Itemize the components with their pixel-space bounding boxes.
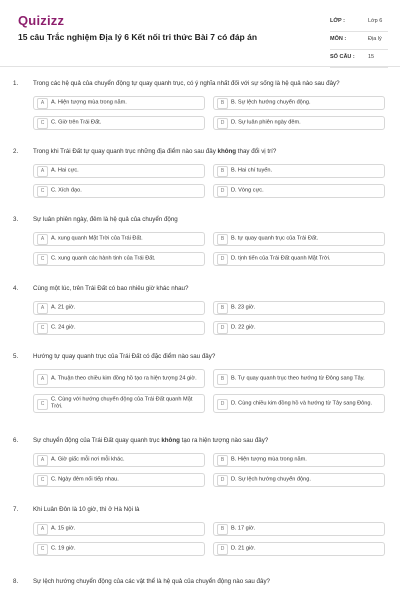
answer-option[interactable]	[213, 369, 385, 388]
page-title: 15 câu Trắc nghiệm Địa lý 6 Kết nối tri thức Bài 7 có đáp án	[18, 32, 258, 42]
option-text: D. Sự luân phiên ngày đêm.	[231, 119, 301, 126]
option-text: A. 15 giờ.	[51, 525, 76, 532]
answer-option[interactable]	[33, 164, 205, 178]
answer-option[interactable]	[33, 184, 205, 198]
option-letter-badge: D	[217, 118, 228, 129]
option-letter-badge: C	[37, 254, 48, 265]
answer-option[interactable]	[33, 252, 205, 266]
question-text-part: Trong các hệ quả của chuyển động tự quay quanh trục, có ý nghĩa nhất đối với sự sống là hệ quả nào sau đây?	[33, 80, 340, 87]
option-letter-badge: A	[37, 374, 48, 385]
option-letter-badge: D	[217, 544, 228, 555]
question-text-part: thay đổi vị trí?	[236, 148, 277, 155]
answer-option[interactable]	[213, 473, 385, 487]
question-emphasis: không	[161, 437, 180, 444]
meta-label: MÔN :	[330, 36, 347, 42]
question-number: 6.	[13, 437, 19, 444]
question-text-part: Cùng một lúc, trên Trái Đất có bao nhiêu giờ khác nhau?	[33, 285, 189, 292]
answer-option[interactable]	[33, 116, 205, 130]
answer-option[interactable]	[213, 301, 385, 315]
option-text: C. Cùng với hướng chuyển động của Trái Đất quanh Mặt Trời.	[51, 396, 193, 410]
option-letter-badge: A	[37, 303, 48, 314]
answer-option[interactable]	[213, 96, 385, 110]
option-letter-badge: C	[37, 475, 48, 486]
option-text: A. 21 giờ.	[51, 304, 76, 311]
question-number: 4.	[13, 285, 19, 292]
question-text	[33, 437, 268, 444]
option-text: A. Hiện tượng mùa trong năm.	[51, 99, 127, 106]
answer-option[interactable]	[213, 522, 385, 536]
question-text	[33, 80, 340, 87]
question-text-part: Trong khi Trái Đất tự quay quanh trục những địa điểm nào sau đây	[33, 148, 218, 155]
option-letter-badge: C	[37, 118, 48, 129]
question-number: 5.	[13, 353, 19, 360]
option-letter-badge: B	[217, 303, 228, 314]
question-number: 2.	[13, 148, 19, 155]
option-letter-badge: C	[37, 399, 48, 410]
option-text: B. tự quay quanh trục của Trái Đất.	[231, 235, 319, 242]
answer-option[interactable]	[213, 542, 385, 556]
option-text: C. 24 giờ.	[51, 324, 76, 331]
option-letter-badge: B	[217, 166, 228, 177]
option-text: A. Giờ giấc mỗi nơi mỗi khác.	[51, 456, 125, 463]
answer-option[interactable]	[213, 394, 385, 413]
question-number: 1.	[13, 80, 19, 87]
answer-option[interactable]	[213, 164, 385, 178]
answer-option[interactable]	[33, 232, 205, 246]
answer-option[interactable]	[213, 453, 385, 467]
question-text-part: tạo ra hiện tượng nào sau đây?	[179, 437, 269, 444]
option-letter-badge: B	[217, 374, 228, 385]
option-letter-badge: B	[217, 455, 228, 466]
option-letter-badge: A	[37, 166, 48, 177]
answer-option[interactable]	[33, 96, 205, 110]
option-letter-badge: A	[37, 234, 48, 245]
option-text: C. xung quanh các hành tinh của Trái Đất.	[51, 255, 156, 262]
option-text: A. xung quanh Mặt Trời của Trái Đất.	[51, 235, 143, 242]
question-text	[33, 216, 178, 223]
answer-option[interactable]	[213, 184, 385, 198]
answer-option[interactable]	[33, 542, 205, 556]
option-letter-badge: D	[217, 186, 228, 197]
option-text: C. 19 giờ.	[51, 545, 76, 552]
question-text	[33, 506, 140, 513]
option-text: C. Ngày đêm nối tiếp nhau.	[51, 476, 119, 483]
option-text: D. Sự lệch hướng chuyển động.	[231, 476, 311, 483]
option-text: D. 22 giờ.	[231, 324, 256, 331]
question-number: 7.	[13, 506, 19, 513]
meta-value: Địa lý	[368, 36, 382, 42]
option-letter-badge: B	[217, 234, 228, 245]
meta-table	[330, 14, 388, 68]
option-text: B. Hiện tượng mùa trong năm.	[231, 456, 307, 463]
option-text: B. Tự quay quanh trục theo hướng từ Đông sang Tây.	[231, 374, 365, 381]
option-letter-badge: C	[37, 186, 48, 197]
option-text: D. Cùng chiều kim đồng hồ và hướng từ Tây sang Đông.	[231, 399, 373, 406]
meta-row-subject	[330, 32, 388, 50]
answer-option[interactable]	[33, 321, 205, 335]
meta-label: LỚP :	[330, 18, 345, 24]
answer-option[interactable]	[33, 369, 205, 388]
option-text: C. Xích đạo.	[51, 187, 82, 194]
option-text: B. 17 giờ.	[231, 525, 256, 532]
question-text-part: Khi Luân Đôn là 10 giờ, thì ở Hà Nội là	[33, 506, 140, 513]
meta-value: 15	[368, 54, 375, 60]
option-text: B. 23 giờ.	[231, 304, 256, 311]
question-text	[33, 578, 270, 585]
option-letter-badge: B	[217, 98, 228, 109]
answer-option[interactable]	[213, 116, 385, 130]
answer-option[interactable]	[213, 321, 385, 335]
answer-option[interactable]	[33, 453, 205, 467]
option-text: A. Thuận theo chiều kim đồng hồ tạo ra hiện tượng 24 giờ.	[51, 374, 197, 381]
meta-label: SỐ CÂU :	[330, 54, 355, 60]
question-text-part: Sự chuyển động của Trái Đất quay quanh trục	[33, 437, 162, 444]
option-letter-badge: D	[217, 475, 228, 486]
option-letter-badge: D	[217, 254, 228, 265]
question-number: 8.	[13, 578, 19, 585]
question-text	[33, 353, 215, 360]
question-text-part: Sự lệch hướng chuyển động của các vật thể là hệ quả của chuyển động nào sau đây?	[33, 578, 270, 585]
question-text-part: Hướng tự quay quanh trục của Trái Đất có đặc điểm nào sau đây?	[33, 353, 216, 360]
option-letter-badge: C	[37, 323, 48, 334]
header-divider	[0, 66, 400, 67]
option-text: B. Hai chí tuyến.	[231, 167, 273, 174]
question-text	[33, 148, 276, 155]
option-text: C. Giờ trên Trái Đất.	[51, 119, 102, 126]
question-text-part: Sự luân phiên ngày, đêm là hệ quả của chuyển động	[33, 216, 178, 223]
answer-option[interactable]	[213, 252, 385, 266]
answer-option[interactable]	[213, 232, 385, 246]
option-letter-badge: C	[37, 544, 48, 555]
option-text: D. 21 giờ.	[231, 545, 256, 552]
question-text	[33, 285, 188, 292]
option-letter-badge: A	[37, 455, 48, 466]
answer-option[interactable]	[33, 301, 205, 315]
answer-option[interactable]	[33, 522, 205, 536]
option-letter-badge: D	[217, 399, 228, 410]
option-letter-badge: D	[217, 323, 228, 334]
option-text: B. Sự lệch hướng chuyển động.	[231, 99, 311, 106]
question-number: 3.	[13, 216, 19, 223]
option-letter-badge: A	[37, 524, 48, 535]
option-text: D. tịnh tiến của Trái Đất quanh Mặt Trời.	[231, 255, 331, 262]
option-text: A. Hai cực.	[51, 167, 79, 174]
option-letter-badge: A	[37, 98, 48, 109]
quizizz-logo: Quizizz	[18, 13, 65, 28]
answer-option[interactable]	[33, 473, 205, 487]
answer-option[interactable]	[33, 394, 205, 413]
meta-value: Lớp 6	[368, 18, 383, 24]
question-emphasis: không	[217, 148, 237, 155]
meta-row-class	[330, 14, 388, 32]
option-text: D. Vòng cực.	[231, 187, 264, 194]
option-letter-badge: B	[217, 524, 228, 535]
